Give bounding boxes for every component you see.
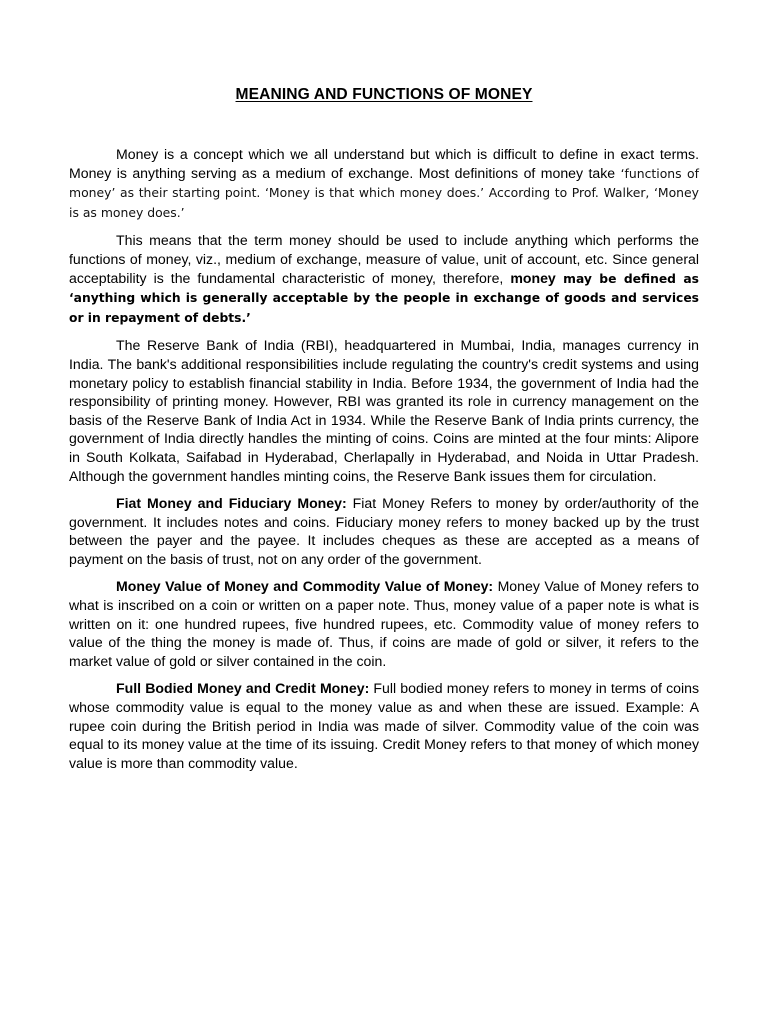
paragraph-definition: [69, 145, 699, 222]
paragraph-meaning-definition: may be defined as ‘anything which is generally acceptable by the people in exchange of goods and services or in repayment of debts.’: [69, 271, 699, 325]
paragraph-meaning-bold: money: [510, 269, 556, 286]
fiat-money-text: Fiat Money Refers to money by order/authority of the government. It includes notes and coins. Fiduciary money refers to money backed up by the trust between the payer and the payee. It includes cheques as these are accepted as a means of payment on the basis of trust, not on any order of the government.: [69, 495, 699, 567]
paragraph-money-value: [69, 577, 699, 670]
document-page: [69, 86, 699, 781]
page-title: MEANING AND FUNCTIONS OF MONEY: [235, 86, 533, 103]
fiat-money-heading: Fiat Money and Fiduciary Money:: [116, 495, 347, 512]
paragraph-definition-text: Money is a concept which we all understand but which is difficult to define in exact terms. Money is anything serving as a medium of exchange. Most definitions of money take: [69, 146, 699, 181]
paragraph-definition-quote: ‘functions of money’ as their starting point. ‘Money is that which money does.’ According to Prof. Walker, ‘Money is as money does.’: [69, 165, 699, 220]
money-value-text: Money Value of Money refers to what is inscribed on a coin or written on a paper note. Thus, money value of a paper note is what is written on it: one hundred rupees, five hundred rupees, etc. Commodity value of money refers to value of the thing the money is made of. Thus, if coins are made of gold or silver, it refers to the market value of gold or silver contained in the coin.: [69, 578, 700, 669]
full-bodied-text: Full bodied money refers to money in terms of coins whose commodity value is equal to the money value as and when these are issued. Example: A rupee coin during the British period in India was made of silver. Commodity value of the coin was equal to its money value at the time of its issuing. Credit Money refers to that money of which money value is more than commodity value.: [69, 680, 699, 771]
paragraph-rbi: The Reserve Bank of India (RBI), headquartered in Mumbai, India, manages currency in India. The bank's additional responsibilities include regulating the country's credit systems and using monetary policy to establish financial stability in India. Before 1934, the government of India had the responsibility of printing money. However, RBI was granted its role in currency management on the basis of the Reserve Bank of India Act in 1934. While the Reserve Bank of India prints currency, the government of India directly handles the minting of coins. Coins are minted at the four mints: Alipore in South Kolkata, Saifabad in Hyderabad, Cherlapally in Hyderabad, and Noida in Uttar Pradesh. Although the government handles minting coins, the Reserve Bank issues them for circulation.: [69, 337, 699, 484]
full-bodied-heading: Full Bodied Money and Credit Money:: [116, 680, 370, 697]
paragraph-fiat-money: [69, 494, 699, 568]
paragraph-full-bodied: [69, 679, 699, 772]
paragraph-meaning-text: This means that the term money should be used to include anything which performs the functions of money, viz., medium of exchange, measure of value, unit of account, etc. Since general acceptability is the fundamental characteristic of money, therefore,: [69, 232, 699, 286]
paragraph-meaning: [69, 231, 699, 327]
money-value-heading: Money Value of Money and Commodity Value of Money:: [116, 578, 494, 595]
